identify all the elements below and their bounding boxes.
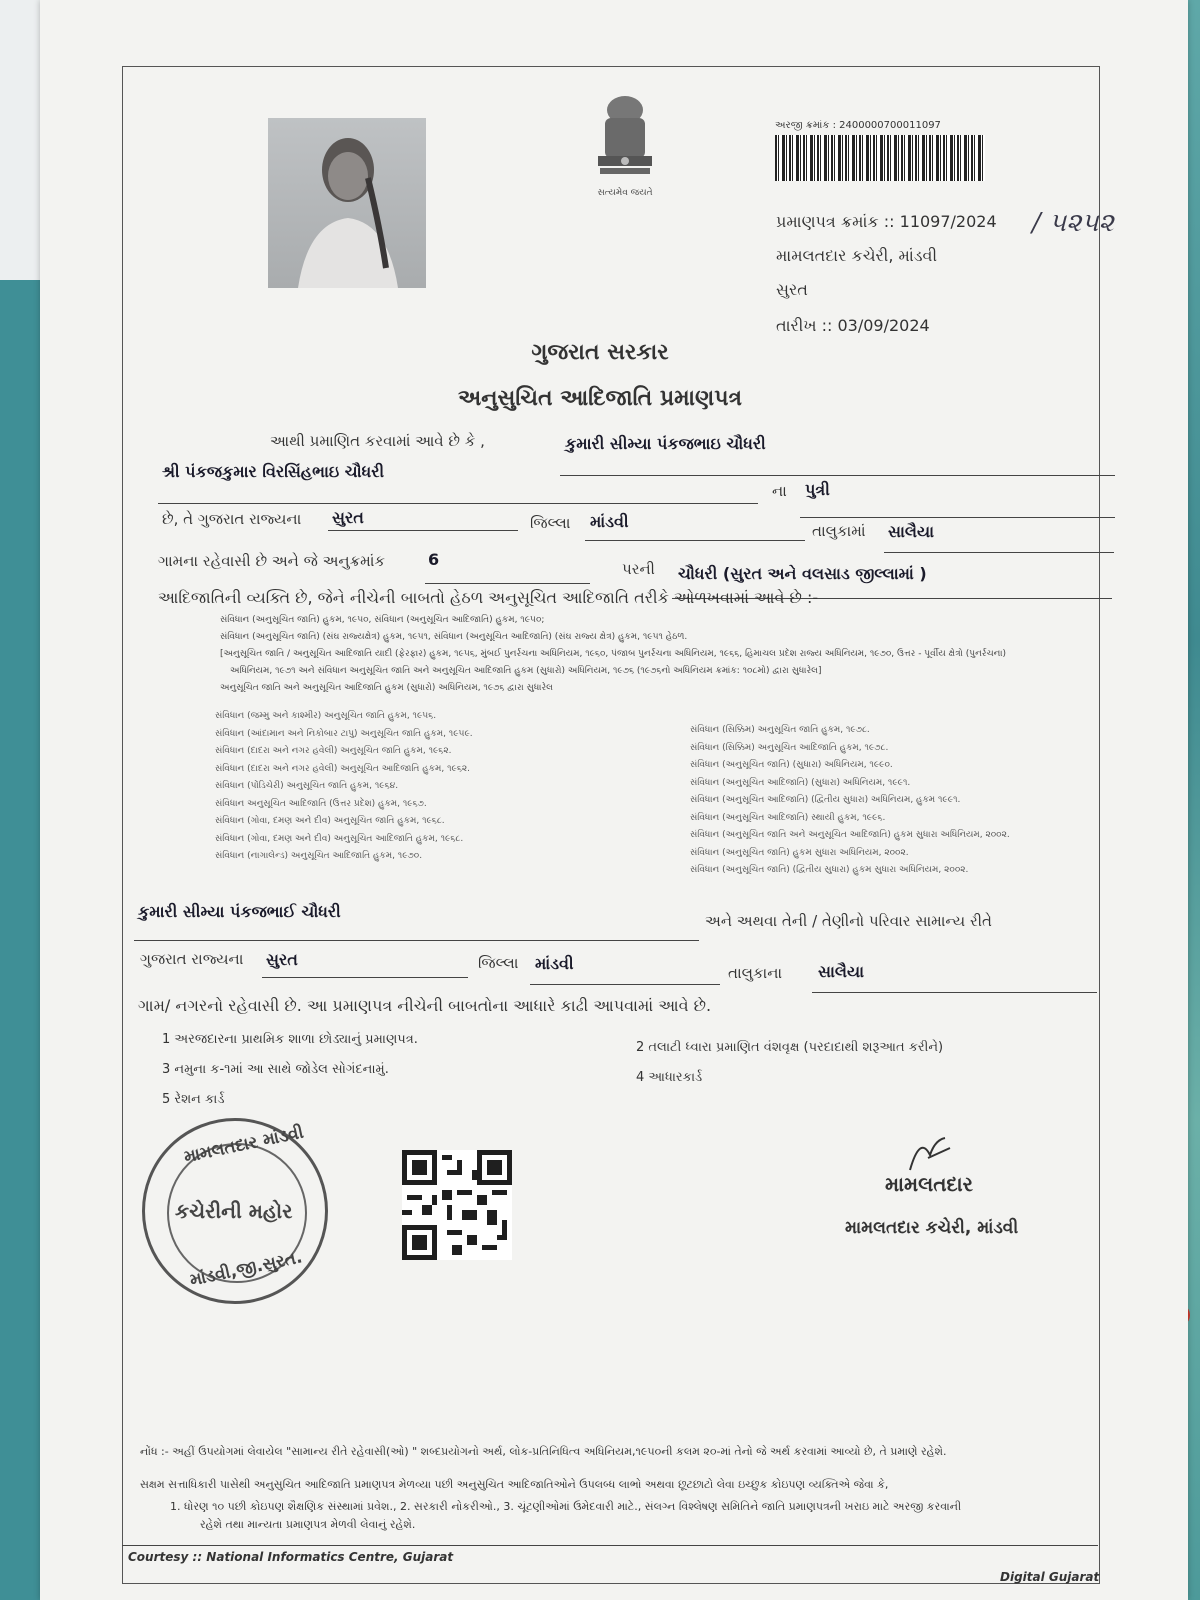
signatory-office: મામલતદાર કચેરી, માંડવી	[845, 1218, 1019, 1238]
cert-no-row	[776, 212, 997, 232]
signature-mark	[900, 1130, 960, 1175]
state-text: છે, તે ગુજરાત રાજ્યના	[162, 510, 302, 528]
basis-text: ગામ/ નગરનો રહેવાસી છે. આ પ્રમાણપત્ર નીચેની બાબતોના આધારે કાઢી આપવામાં આવે છે.	[138, 996, 712, 1015]
legal-line: [અનુસૂચિત જાતિ / અનુસૂચિત આદિજાતિ યાદી (ફેરફાર) હુકમ, ૧૯૫૬, મુંબઈ પુનર્રચના અધિનિયમ, ૧૯૬૦, પંજાબ પુનર્રચના અધિનિયમ, ૧૯૬૬, હિમાચલ પ્રદેશ રાજ્ય અધિનિયમ, ૧૯૭૦, ઉત્તર - પૂર્વીય ક્ષેત્રો (પુનર્રચના)	[220, 649, 1007, 659]
father-name: શ્રી પંકજકુમાર વિરસિંહભાઇ ચૌધરી	[162, 462, 385, 481]
handwritten-ref: / ૫૨૫૨	[1032, 208, 1114, 238]
taluka-value-2: માંડવી	[535, 954, 574, 973]
order-item: સંવિધાન (આંદામાન અને નિકોબાર ટાપુ) અનુસૂચિત જાતિ હુકમ, ૧૯૫૯.	[215, 728, 473, 739]
document-item: 1 અરજદારના પ્રાથમિક શાળા છોડ્યાનું પ્રમાણપત્ર.	[162, 1032, 418, 1047]
note-line: નોંધ :- અહીં ઉપયોગમાં લેવાયેલ "સામાન્ય રીતે રહેવાસી(ઓ) " શબ્દપ્રયોગનો અર્થ, લોક-પ્રતિનિધિત્વ અધિનિયમ,૧૯૫૦ની કલમ ૨૦-માં તેનો જે અર્થ કરવામાં આવ્યો છે, તે પ્રમાણે રહેશે.	[140, 1445, 947, 1458]
resident-text: ગામના રહેવાસી છે અને જે અનુક્રમાંક	[158, 552, 386, 570]
document-item: 2 તલાટી ધ્વારા પ્રમાણિત વંશવૃક્ષ (પરદાદાથી શરૂઆત કરીને)	[636, 1040, 944, 1055]
note-line: સક્ષમ સત્તાધિકારી પાસેથી અનુસુચિત આદિજાતિ પ્રમાણપત્ર મેળવ્યા પછી અનુસુચિત આદિજાતિઓને ઉપલબ્ધ લાભો અથવા છૂટછાટો લેવા ઇચ્છુક કોઇપણ વ્યક્તિએ જેવા કે,	[140, 1478, 889, 1491]
taluka-label: તાલુકામાં	[812, 522, 866, 540]
order-item: સંવિધાન અનુસૂચિત આદિજાતિ (ઉત્તર પ્રદેશ) હુકમ, ૧૯૬૭.	[215, 798, 427, 809]
applicant-photo	[268, 118, 426, 288]
na-label: ના	[772, 482, 787, 500]
order-item: સંવિધાન (અનુસૂચિત આદિજાતિ) સ્થાયી હુકમ, ૧૯૯૬.	[690, 812, 886, 823]
orders-left	[215, 708, 473, 866]
orders-right	[690, 722, 1010, 880]
note-line: 1. ધોરણ ૧૦ પછી કોઇપણ શૈક્ષણિક સંસ્થામાં પ્રવેશ., 2. સરકારી નોકરીઓ., 3. ચૂંટણીઓમાં ઉમેદવારી માટે., સંલગ્ન વિશ્લેષણ સમિતિને જાતિ પ્રમાણપત્રની ખરાઇ માટે અરજી કરવાની	[170, 1500, 962, 1513]
order-item: સંવિધાન (અનુસૂચિત જાતિ) (સુધારા) અધિનિયમ, ૧૯૯૦.	[690, 760, 893, 770]
village-value: સાલૈયા	[888, 522, 935, 541]
holder-name-2: કુમારી સીમ્યા પંકજભાઈ ચૌધરી	[138, 902, 341, 921]
district-value: સુરત	[332, 508, 364, 527]
recognized-text: આદિજાતિની વ્યક્તિ છે, જેને નીચેની બાબતો હેઠળ અનુસૂચિત આદિજાતિ તરીકે ઓળખવામાં આવે છે :-	[158, 588, 819, 607]
state-text-2: ગુજરાત રાજ્યના	[140, 950, 244, 968]
order-item: સંવિધાન (અનુસૂચિત જાતિ) હુકમ સુધારા અધિનિયમ, ૨૦૦૨.	[690, 847, 909, 858]
cert-no-label: પ્રમાણપત્ર ક્રમાંક ::	[776, 212, 895, 231]
legal-line: અનુસૂચિત જાતિ અને અનુસૂચિત આદિજાતિ હુકમ (સુધારો) અધિનિયમ, ૧૯૭૬ દ્વારા સુધારેલ	[220, 683, 553, 693]
lion-capital-icon	[580, 88, 670, 188]
cert-no: 11097/2024	[899, 212, 997, 231]
serial-no: 6	[428, 550, 440, 569]
legal-line: સંવિધાન (અનુસૂચિત જાતિ) હુકમ, ૧૯૫૦, સંવિધાન (અનુસૂચિત આદિજાતિ) હુકમ, ૧૯૫૦;	[220, 615, 545, 625]
date-label: તારીખ ::	[776, 316, 833, 335]
upon-label: પરની	[622, 560, 655, 578]
office-city: સુરત	[776, 280, 808, 299]
tribe-name: ચૌધરી (સુરત અને વલસાડ જીલ્લામાં )	[678, 564, 927, 583]
date-row	[776, 316, 930, 336]
order-item: સંવિધાન (દાદરા અને નગર હવેલી) અનુસૂચિત જાતિ હુકમ, ૧૯૬૨.	[215, 746, 452, 756]
document-item: 5 રેશન કાર્ડ	[162, 1092, 225, 1107]
digital-gujarat-label: Digital Gujarat	[1000, 1570, 1100, 1584]
order-item: સંવિધાન (પોંડિચેરી) અનુસૂચિત જાતિ હુકમ, ૧૯૬૪.	[215, 781, 399, 791]
family-text: અને અથવા તેની / તેણીનો પરિવાર સામાન્ય રીતે	[705, 912, 992, 930]
legal-line: અધિનિયમ, ૧૯૭૧ અને સંવિધાન અનુસૂચિત જાતિ અને અનુસૂચિત આદિજાતિ હુકમ (સુધારો) અધિનિયમ, ૧૯૭૬ (૧૯૭૬નો અધિનિયમ ક્રમાંક: ૧૦૮મો) દ્વારા સુધારેલ]	[230, 666, 822, 676]
application-no: 2400000700011097	[839, 120, 941, 131]
certify-text: આથી પ્રમાણિત કરવામાં આવે છે કે ,	[270, 432, 485, 450]
emblem-motto: સત્યમેવ જયતે	[597, 188, 653, 198]
taluka-label-2: તાલુકાના	[728, 964, 783, 982]
barcode	[775, 135, 985, 181]
holder-name: કુમારી સીમ્યા પંકજભાઇ ચૌધરી	[565, 434, 766, 453]
order-item: સંવિધાન (સિક્કિમ) અનુસૂચિત જાતિ હુકમ, ૧૯૭૮.	[690, 725, 870, 735]
district-label: જિલ્લા	[530, 514, 571, 532]
order-item: સંવિધાન (સિક્કિમ) અનુસૂચિત આદિજાતિ હુકમ, ૧૯૭૮.	[690, 742, 889, 753]
issue-date: 03/09/2024	[837, 316, 930, 335]
office-name: મામલતદાર કચેરી, માંડવી	[776, 246, 938, 265]
govt-title: ગુજરાત સરકાર	[531, 340, 669, 365]
national-emblem	[580, 88, 670, 198]
office-seal	[142, 1118, 328, 1304]
order-item: સંવિધાન (ગોવા, દમણ અને દીવ) અનુસૂચિત આદિજાતિ હુકમ, ૧૯૬૮.	[215, 833, 464, 844]
legal-line: સંવિધાન (અનુસૂચિત જાતિ) (સંઘ રાજ્યક્ષેત્ર) હુકમ, ૧૯૫૧, સંવિધાન (અનુસૂચિત આદિજાતિ) (સંઘ રાજ્ય ક્ષેત્ર) હુકમ, ૧૯૫૧ હેઠળ.	[220, 632, 688, 642]
order-item: સંવિધાન (અનુસૂચિત જાતિ) (દ્વિતીય સુધારા) હુકમ સુધારા અધિનિયમ, ૨૦૦૨.	[690, 865, 969, 875]
order-item: સંવિધાન (ગોવા, દમણ અને દીવ) અનુસૂચિત જાતિ હુકમ, ૧૯૬૮.	[215, 816, 445, 826]
relation: પુત્રી	[805, 480, 830, 499]
application-no-label: અરજી ક્રમાંક :	[775, 120, 836, 131]
order-item: સંવિધાન (અનુસૂચિત જાતિ અને અનુસૂચિત આદિજાતિ) હુકમ સુધારા અધિનિયમ, ૨૦૦૨.	[690, 830, 1010, 840]
note-line: રહેશે તથા માન્યતા પ્રમાણપત્ર મેળવી લેવાનું રહેશે.	[200, 1518, 416, 1531]
order-item: સંવિધાન (નાગાલેન્ડ) અનુસૂચિત આદિજાતિ હુકમ, ૧૯૭૦.	[215, 851, 423, 861]
seal-bottom-text: માંડવી,જી.સુરત.	[188, 1247, 305, 1291]
order-item: સંવિધાન (અનુસૂચિત આદિજાતિ) (દ્વિતીય સુધારા) અધિનિયમ, હુકમ ૧૯૯૧.	[690, 795, 961, 805]
seal-center-text: કચેરીની મહોર	[175, 1199, 293, 1223]
document-item: 4 આધારકાર્ડ	[636, 1070, 703, 1085]
village-value-2: સાલૈયા	[818, 962, 865, 981]
document-item: 3 નમુના ક-૧માં આ સાથે જોડેલ સોગંદનામું.	[162, 1062, 389, 1077]
signatory-title: મામલતદાર	[885, 1172, 973, 1196]
qr-code	[402, 1150, 512, 1260]
district-label-2: જિલ્લા	[478, 954, 519, 972]
footer-courtesy: Courtesy :: National Informatics Centre, Gujarat	[128, 1550, 454, 1564]
order-item: સંવિધાન (દાદરા અને નગર હવેલી) અનુસૂચિત આદિજાતિ હુકમ, ૧૯૬૨.	[215, 763, 471, 774]
order-item: સંવિધાન (જમ્મુ અને કાશ્મીર) અનુસૂચિત જાતિ હુકમ, ૧૯૫૬.	[215, 711, 437, 721]
seal-top-text: મામલતદાર માંડવી	[182, 1122, 306, 1168]
order-item: સંવિધાન (અનુસૂચિત આદિજાતિ) (સુધારા) અધિનિયમ, ૧૯૯૧.	[690, 777, 911, 788]
taluka-value: માંડવી	[590, 512, 629, 531]
barcode-block	[775, 120, 985, 181]
district-value-2: સુરત	[266, 950, 298, 969]
certificate-title: અનુસુચિત આદિજાતિ પ્રમાણપત્ર	[457, 386, 743, 411]
